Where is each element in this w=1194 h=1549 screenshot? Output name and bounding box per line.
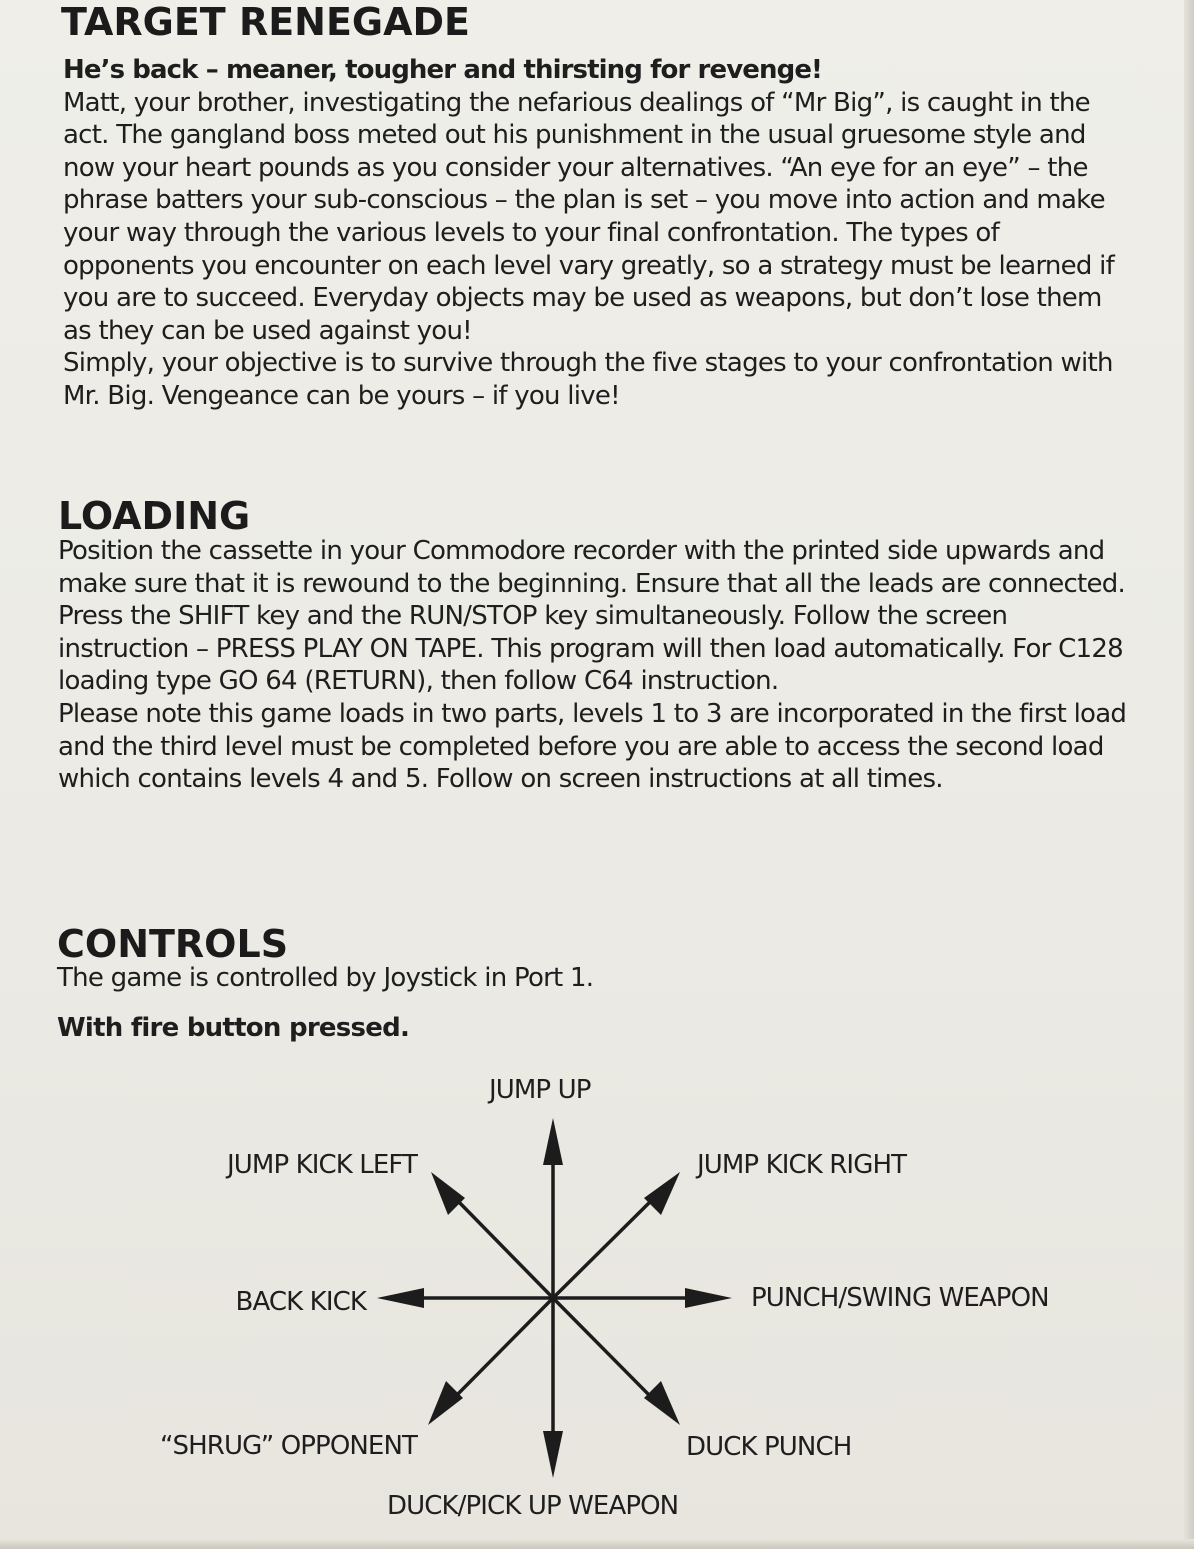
arrowhead-left bbox=[377, 1288, 424, 1308]
label-back-kick: BACK KICK bbox=[235, 1287, 366, 1317]
label-punch-swing-weapon: PUNCH/SWING WEAPON bbox=[751, 1283, 1049, 1313]
arrowhead-down-right bbox=[644, 1381, 680, 1425]
controls-intro: The game is controlled by Joystick in Port 1. bbox=[57, 963, 594, 993]
label-jump-kick-right: JUMP KICK RIGHT bbox=[697, 1150, 907, 1180]
label-duck-punch: DUCK PUNCH bbox=[686, 1432, 852, 1462]
intro-subheading: He’s back – meaner, tougher and thirsting for revenge! bbox=[63, 55, 823, 85]
heading-loading: LOADING bbox=[58, 494, 251, 538]
arrowhead-down bbox=[543, 1431, 563, 1478]
arrow-up-left bbox=[455, 1198, 553, 1298]
intro-paragraph-2: Simply, your objective is to survive through the five stages to your confrontation with Mr. Big. Vengeance can be yours – if you live! bbox=[63, 348, 1113, 411]
label-jump-up: JUMP UP bbox=[489, 1075, 591, 1105]
arrow-down-right bbox=[553, 1298, 654, 1400]
label-duck-pick-up-weapon: DUCK/PICK UP WEAPON bbox=[387, 1491, 679, 1521]
heading-controls: CONTROLS bbox=[57, 922, 289, 966]
arrowhead-up bbox=[543, 1118, 563, 1165]
label-jump-kick-left: JUMP KICK LEFT bbox=[227, 1150, 417, 1180]
arrow-down-left bbox=[452, 1298, 553, 1400]
arrowhead-down-left bbox=[428, 1381, 463, 1425]
controls-fire-note: With fire button pressed. bbox=[57, 1013, 410, 1043]
title-target-renegade: TARGET RENEGADE bbox=[61, 0, 471, 44]
page-right-edge bbox=[1184, 0, 1194, 1549]
arrow-up-right bbox=[553, 1198, 654, 1298]
intro-paragraph-1: Matt, your brother, investigating the nefarious dealings of “Mr Big”, is caught in the act. The gangland boss meted out his punishment in the usual gruesome style and now your heart pounds as you consider your alternatives. “An eye for an eye” – the phrase batters your sub-conscious – the plan is set – you move into action and make your way through the various levels to your final confrontation. The types of opponents you encounter on each level vary greatly, so a strategy must be learned if you are to succeed. Everyday objects may be used as weapons, but don’t lose them as they can be used against you! bbox=[63, 87, 1115, 346]
loading-paragraph-1: Position the cassette in your Commodore recorder with the printed side upwards and make sure that it is rewound to the beginning. Ensure that all the leads are connected. Press the SHIFT key and the RUN/STOP key simultaneously. Follow the screen instruction – PRESS PLAY ON TAPE. This program will then load automatically. For C128 loading type GO 64 (RETURN), then follow C64 instruction. bbox=[58, 536, 1125, 697]
arrowhead-up-left bbox=[431, 1172, 465, 1215]
arrowhead-up-right bbox=[644, 1172, 680, 1215]
page-bottom-edge bbox=[0, 1539, 1194, 1549]
label-shrug-opponent: “SHRUG” OPPONENT bbox=[159, 1431, 417, 1461]
loading-paragraph-2: Please note this game loads in two parts, levels 1 to 3 are incorporated in the first load and the third level must be completed before you are able to access the second load which contains levels 4 and 5. Follow on screen instructions at all times. bbox=[58, 698, 1127, 795]
arrowhead-right bbox=[685, 1288, 732, 1308]
